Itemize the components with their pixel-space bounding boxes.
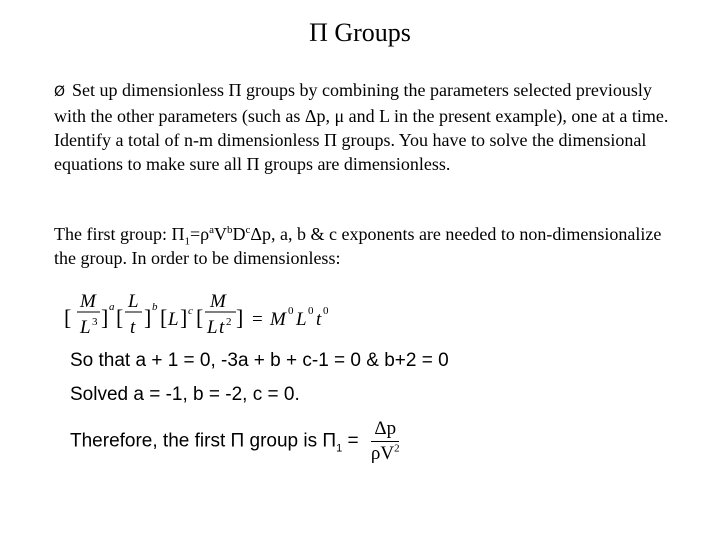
- eq-t3-exp: 0: [323, 305, 329, 317]
- v-term: V: [214, 224, 228, 244]
- pi-subscript: 1: [184, 235, 190, 248]
- den-rho-v: ρV: [370, 443, 395, 464]
- therefore-line: [70, 418, 403, 465]
- first-group-prefix: The first group: Π: [54, 224, 185, 244]
- eq-exp-c: c: [188, 305, 193, 317]
- eq-M3: M: [270, 309, 286, 330]
- bullet-paragraph: [54, 78, 674, 176]
- svg-text:[: [: [196, 305, 204, 330]
- so-that-line: So that a + 1 = 0, -3a + b + c-1 = 0 & b+2 = 0: [70, 350, 449, 371]
- svg-text:]: ]: [101, 305, 109, 330]
- eq-L4: L: [207, 317, 218, 338]
- first-group-paragraph: [54, 222, 674, 270]
- bullet-text: Set up dimensionless Π groups by combining the parameters selected previously with the other parameters (such as Δp, μ and L in the present example), one at a time. Identify a total of n-m dimensionless Π groups. You have to solve the dimensional equations to make sure all Π groups are dimensionless.: [54, 80, 669, 174]
- pi1-fraction: [368, 418, 403, 465]
- fraction-numerator: Δp: [371, 418, 399, 442]
- eq-equals: =: [252, 309, 263, 330]
- eq-t3: t: [316, 309, 322, 330]
- solved-line: Solved a = -1, b = -2, c = 0.: [70, 384, 300, 405]
- svg-text:[: [: [160, 305, 168, 330]
- arrow-bullet-icon: Ø: [54, 84, 66, 100]
- eq-t1: t: [130, 317, 136, 338]
- eq-M1: M: [80, 291, 96, 312]
- rho-term: =ρ: [189, 224, 210, 244]
- exponent-c: c: [245, 224, 251, 236]
- svg-text:]: ]: [236, 305, 244, 330]
- exponent-a: a: [209, 224, 215, 236]
- first-group-rest: Δp, a, b & c exponents are needed to non-dimensionalize the group. In order to be dimensionless:: [54, 224, 662, 268]
- eq-t2-exp: 2: [226, 316, 232, 328]
- therefore-equals: =: [342, 430, 364, 452]
- therefore-text: Therefore, the first Π group is Π: [70, 430, 337, 452]
- eq-L5: L: [296, 309, 307, 330]
- svg-text:]: ]: [144, 305, 152, 330]
- d-term: D: [232, 224, 246, 244]
- eq-L2: L: [128, 291, 139, 312]
- eq-exp-b: b: [152, 301, 158, 313]
- dimensional-equation: [60, 288, 380, 344]
- fraction-denominator: [368, 442, 403, 465]
- therefore-pi-sub: 1: [336, 442, 343, 455]
- eq-L3: L: [168, 309, 179, 330]
- eq-M2: M: [210, 291, 226, 312]
- svg-text:[: [: [64, 305, 72, 330]
- eq-t2: t: [219, 317, 225, 338]
- eq-M3-exp: 0: [288, 305, 294, 317]
- den-exp: 2: [394, 442, 400, 455]
- page-title: Π Groups: [309, 18, 411, 47]
- svg-text:[: [: [116, 305, 124, 330]
- eq-exp-a: a: [109, 301, 115, 313]
- eq-L3-exp: 3: [92, 316, 98, 328]
- exponent-b: b: [227, 224, 233, 236]
- eq-L5-exp: 0: [308, 305, 314, 317]
- eq-L1: L: [80, 317, 91, 338]
- svg-text:]: ]: [180, 305, 188, 330]
